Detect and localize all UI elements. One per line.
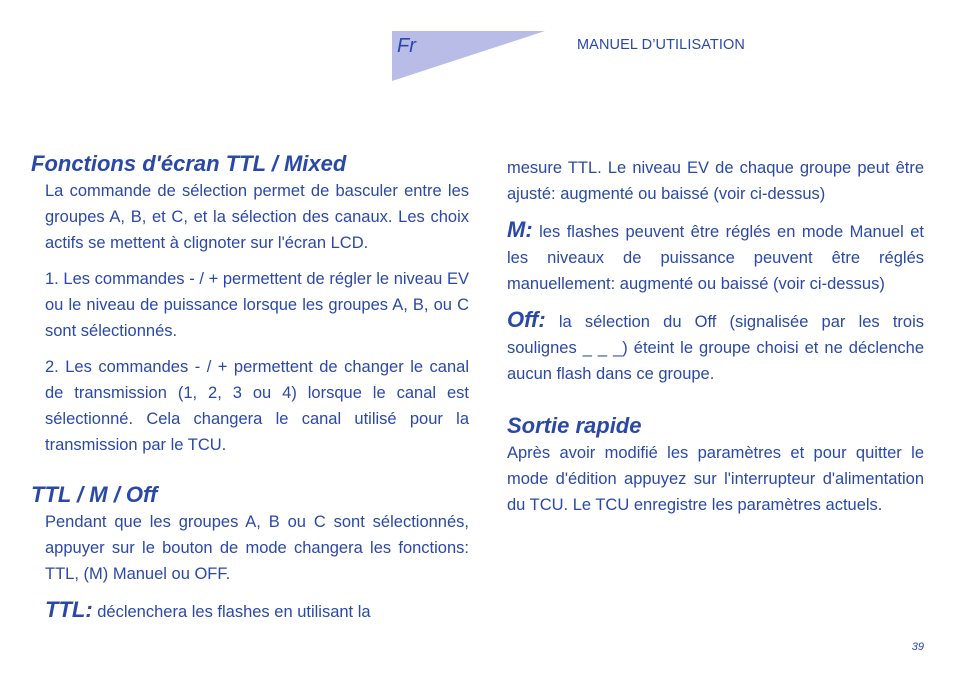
section-heading-ttl-m-off: TTL / M / Off: [31, 482, 158, 507]
language-label: Fr: [397, 35, 416, 57]
paragraph-ttl: [45, 597, 469, 625]
manual-title: MANUEL D’UTILISATION: [577, 37, 745, 53]
paragraph-mode-button: Pendant que les groupes A, B ou C sont sélectionnés, appuyer sur le bouton de mode changera les fonctions: TTL, (M) Manuel ou OFF.: [45, 513, 469, 583]
paragraph-intro: La commande de sélection permet de basculer entre les groupes A, B, et C, et la sélection des canaux. Les choix actifs se mettent à clignoter sur l'écran LCD.: [45, 182, 469, 252]
left-column: [31, 150, 469, 625]
paragraph-step-1: 1. Les commandes - / + permettent de régler le niveau EV ou le niveau de puissance lorsque les groupes A, B, ou C sont sélectionnés.: [45, 270, 469, 340]
paragraph-off-mode: [507, 307, 924, 387]
paragraph-manual-mode: [507, 217, 924, 297]
ttl-label: TTL:: [45, 597, 93, 622]
right-column: [507, 155, 924, 518]
page-number: 39: [911, 641, 924, 653]
section-heading-sortie-rapide: Sortie rapide: [507, 413, 642, 438]
paragraph-step-2: 2. Les commandes - / + permettent de changer le canal de transmission (1, 2, 3 ou 4) lorsque le canal est sélectionné. Cela changera le canal utilisé pour la transmission par le TCU.: [45, 358, 469, 454]
ttl-text: déclenchera les flashes en utilisant la: [92, 603, 371, 621]
section-heading-ttl-mixed: Fonctions d'écran TTL / Mixed: [31, 151, 347, 176]
m-text: les flashes peuvent être réglés en mode Manuel et les niveaux de puissance peuvent être réglés manuellement: augmenté ou baissé (voir ci-dessus): [507, 223, 924, 293]
off-text: la sélection du Off (signalisée par les trois soulignes _ _ _) éteint le groupe choisi et ne déclenche aucun flash dans ce groupe.: [507, 313, 924, 383]
paragraph-sortie-rapide: Après avoir modifié les paramètres et pour quitter le mode d'édition appuyez sur l'interrupteur d'alimentation du TCU. Le TCU enregistre les paramètres actuels.: [507, 444, 924, 514]
off-label: Off:: [507, 307, 546, 332]
m-label: M:: [507, 217, 533, 242]
paragraph-ttl-continued: mesure TTL. Le niveau EV de chaque groupe peut être ajusté: augmenté ou baissé (voir ci-dessus): [507, 159, 924, 203]
